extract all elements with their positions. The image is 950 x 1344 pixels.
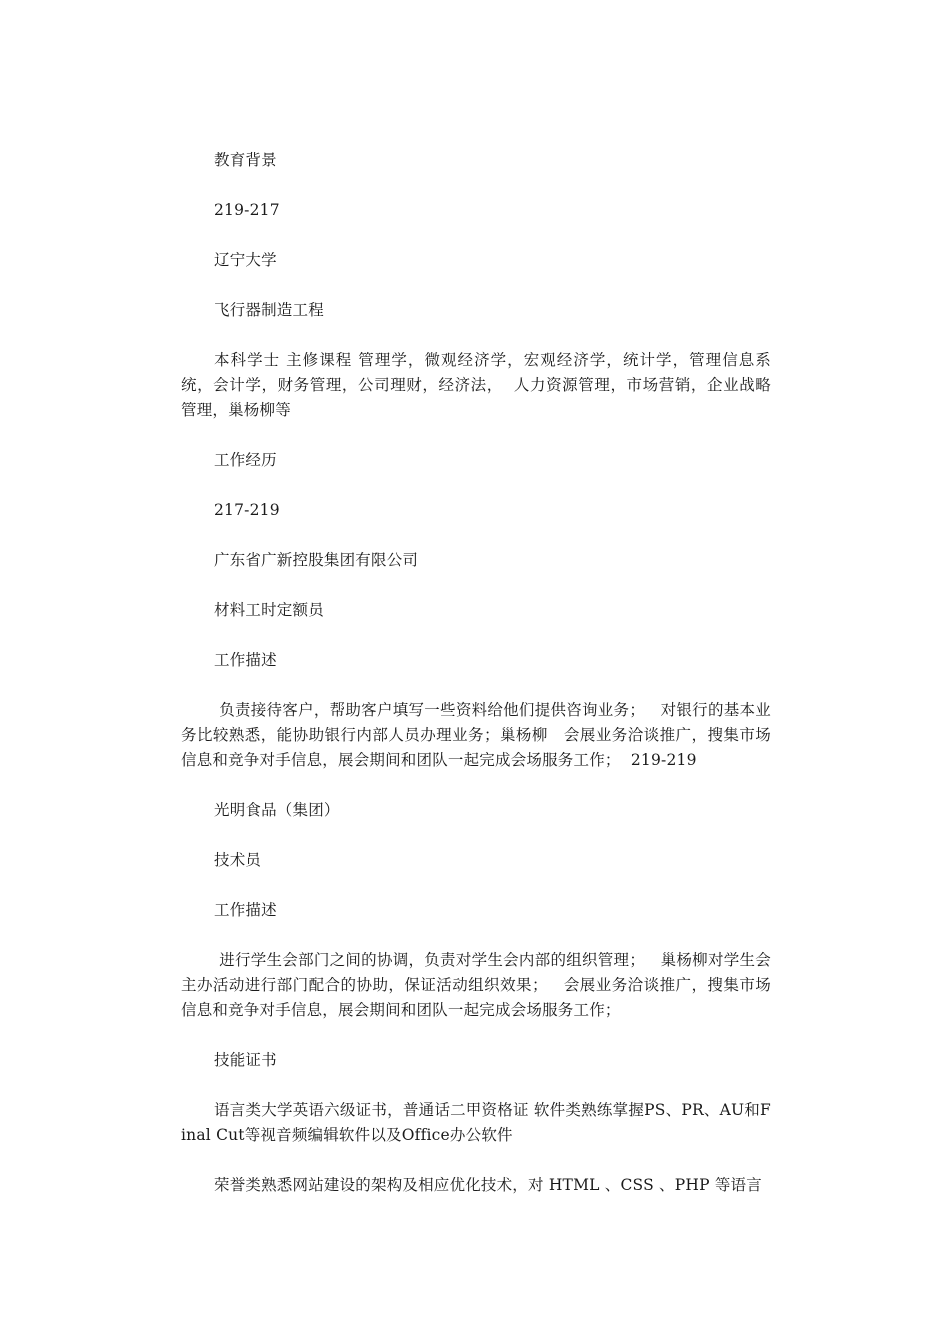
job2-description: 进行学生会部门之间的协调，负责对学生会内部的组织管理； 巢杨柳对学生会主办活动进行部门配合的协助，保证活动组织效果； 会展业务洽谈推广，搜集市场信息和竞争对手信息，展会期间和团队一起完成会场服务工作； bbox=[181, 951, 771, 1019]
job1-description: 负责接待客户，帮助客户填写一些资料给他们提供咨询业务； 对银行的基本业务比较熟悉，能协助银行内部人员办理业务；巢杨柳 会展业务洽谈推广，搜集市场信息和竞争对手信息，展会期间和团队一起完成会场服务工作； 219-219 bbox=[181, 701, 771, 769]
resume-content bbox=[181, 148, 771, 1198]
job2-company: 光明食品（集团） bbox=[214, 801, 340, 819]
job1-title: 材料工时定额员 bbox=[214, 601, 324, 619]
job1-description-heading: 工作描述 bbox=[214, 651, 277, 669]
skills-heading: 技能证书 bbox=[214, 1051, 277, 1069]
education-heading: 教育背景 bbox=[214, 151, 277, 169]
education-school: 辽宁大学 bbox=[214, 251, 277, 269]
skills-language-software: 语言类大学英语六级证书，普通话二甲资格证 软件类熟练掌握PS、PR、AU和Final Cut等视音频编辑软件以及Office办公软件 bbox=[181, 1101, 771, 1144]
experience-heading: 工作经历 bbox=[214, 451, 277, 469]
job1-company: 广东省广新控股集团有限公司 bbox=[214, 551, 419, 569]
job1-period: 217-219 bbox=[214, 501, 280, 519]
education-major: 飞行器制造工程 bbox=[214, 301, 324, 319]
skills-honors: 荣誉类熟悉网站建设的架构及相应优化技术，对 HTML 、CSS 、PHP 等语言 bbox=[214, 1176, 762, 1194]
job2-description-heading: 工作描述 bbox=[214, 901, 277, 919]
education-courses: 本科学士 主修课程 管理学，微观经济学，宏观经济学，统计学，管理信息系统，会计学，财务管理，公司理财，经济法， 人力资源管理，市场营销，企业战略管理，巢杨柳等 bbox=[181, 351, 771, 419]
education-period: 219-217 bbox=[214, 201, 280, 219]
job2-title: 技术员 bbox=[214, 851, 262, 869]
